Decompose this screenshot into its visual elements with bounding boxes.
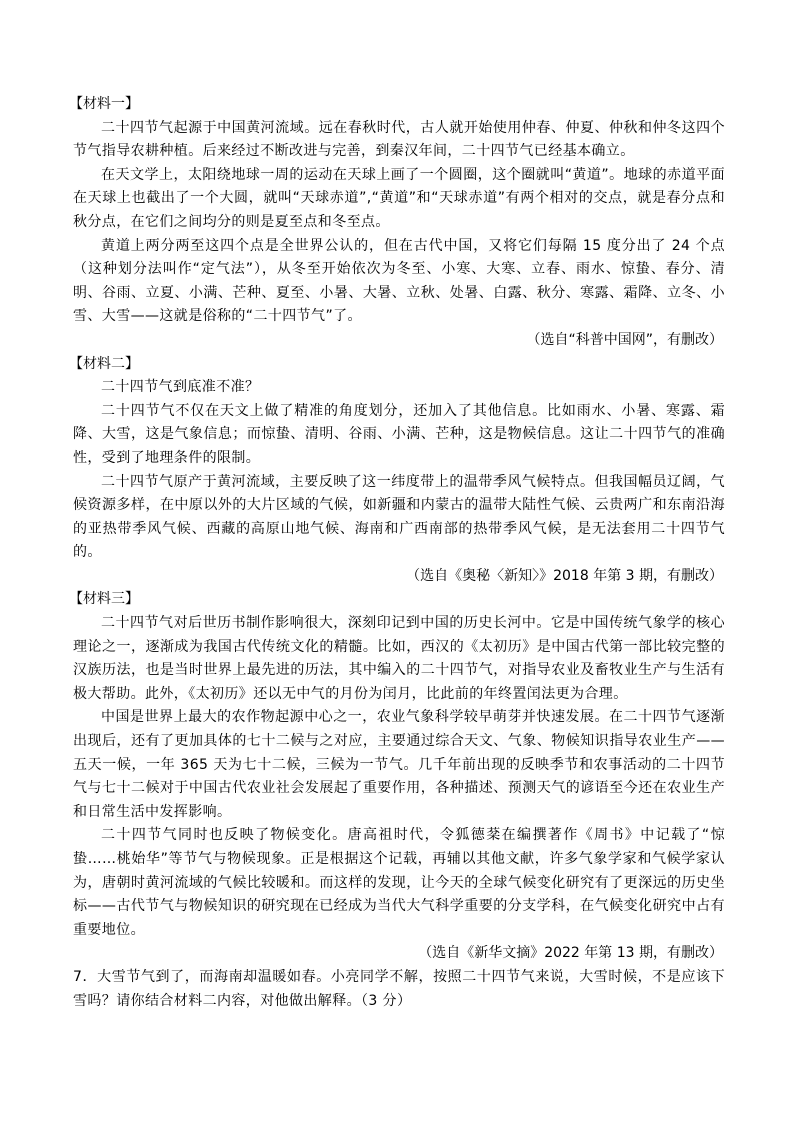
material-one-heading: 【材料一】 bbox=[69, 96, 139, 112]
material-one-paragraph-2: 在天文学上，太阳绕地球一周的运动在天球上画了一个圆圈，这个圈就叫“黄道”。地球的赤道平面在天球上也截出了一个大圆，就叫“天球赤道”,“黄道”和“天球赤道”有两个相对的交点，就是春分点和秋分点，在它们之间均分的则是夏至点和冬至点。 bbox=[73, 166, 725, 230]
document-page bbox=[69, 93, 725, 1013]
question-7 bbox=[73, 966, 725, 1013]
material-three bbox=[69, 588, 725, 966]
material-two-paragraph-2: 二十四节气不仅在天文上做了精准的角度划分，还加入了其他信息。比如雨水、小暑、寒露、霜降、大雪，这是气象信息；而惊蛰、清明、谷雨、小满、芒种，这是物候信息。这让二十四节气的准确性，受到了地理条件的限制。 bbox=[73, 402, 725, 466]
question-7-text: 7．大雪节气到了，而海南却温暖如春。小亮同学不解，按照二十四节气来说，大雪时候，不是应该下雪吗？请你结合材料二内容，对他做出解释。（3 分） bbox=[73, 968, 725, 1009]
material-two-source: （选自《奥秘〈新知〉》2018 年第 3 期，有删改） bbox=[406, 567, 723, 584]
material-two-paragraph-3: 二十四节气原产于黄河流域，主要反映了这一纬度带上的温带季风气候特点。但我国幅员辽阔，气候资源多样，在中原以外的大片区域的气候，如新疆和内蒙古的温带大陆性气候、云贵两广和东南沿海的亚热带季风气候、西藏的高原山地气候、海南和广西南部的热带季风气候，是无法套用二十四节气的。 bbox=[73, 473, 725, 561]
material-three-source: （选自《新华文摘》2022 年第 13 期，有删改） bbox=[418, 945, 723, 962]
material-one-paragraph-1: 二十四节气起源于中国黄河流域。远在春秋时代，古人就开始使用仲春、仲夏、仲秋和仲冬这四个节气指导农耕种植。后来经过不断改进与完善，到秦汉年间，二十四节气已经基本确立。 bbox=[73, 119, 725, 160]
material-three-paragraph-1: 二十四节气对后世历书制作影响很大，深刻印记到中国的历史长河中。它是中国传统气象学的核心理论之一，逐渐成为我国古代传统文化的精髓。比如，西汉的《太初历》是中国古代第一部比较完整的汉族历法，也是当时世界上最先进的历法，其中编入的二十四节气，对指导农业及畜牧业生产与生活有极大帮助。此外，《太初历》还以无中气的月份为闰月，比此前的年终置闰法更为合理。 bbox=[73, 615, 725, 702]
material-two-heading: 【材料二】 bbox=[69, 355, 139, 372]
material-three-paragraph-3: 二十四节气同时也反映了物候变化。唐高祖时代，令狐德棻在编撰著作《周书》中记载了“惊蛰……桃始华”等节气与物候现象。正是根据这个记载，再辅以其他文献，许多气象学家和气候学家认为，唐朝时黄河流域的气候比较暖和。而这样的发现，让今天的全球气候变化研究有了更深远的历史坐标——古代节气与物候知识的研究现在已经成为当代大气科学重要的分支学科，在气候变化研究中占有重要地位。 bbox=[73, 827, 725, 938]
material-two-paragraph-1: 二十四节气到底准不准？ bbox=[101, 379, 260, 396]
material-two bbox=[69, 353, 725, 589]
material-one-paragraph-3: 黄道上两分两至这四个点是全世界公认的，但在古代中国，又将它们每隔 15 度分出了 24 个点（这种划分法叫作“定气法”），从冬至开始依次为冬至、小寒、大寒、立春、雨水、惊蛰、春分、清明、谷雨、立夏、小满、芒种、夏至、小暑、大暑、立秋、处暑、白露、秋分、寒露、霜降、立冬、小雪、大雪——这就是俗称的“二十四节气”了。 bbox=[73, 237, 725, 325]
material-three-paragraph-2: 中国是世界上最大的农作物起源中心之一，农业气象科学较早萌芽并快速发展。在二十四节气逐渐出现后，还有了更加具体的七十二候与之对应，主要通过综合天文、气象、物候知识指导农业生产——五天一候，一年 365 天为七十二候，三候为一节气。几千年前出现的反映季节和农事活动的二十四节气与七十二候对于中国古代农业社会发展起了重要作用，各种描述、预测天气的谚语至今还在农业生产和日常生活中发挥影响。 bbox=[73, 709, 725, 820]
material-three-heading: 【材料三】 bbox=[69, 591, 139, 608]
material-one bbox=[69, 93, 725, 353]
material-one-source: （选自“科普中国网”，有删改） bbox=[526, 331, 723, 348]
